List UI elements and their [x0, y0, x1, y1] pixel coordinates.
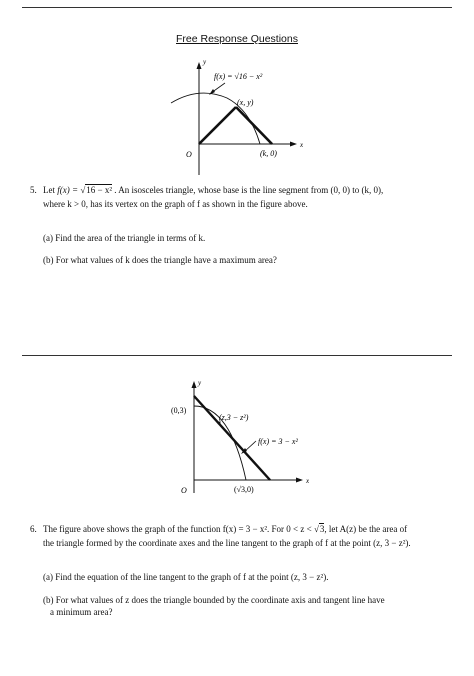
question-5-line-2: where k > 0, has its vertex on the graph of f as shown in the figure above.: [43, 198, 308, 209]
triangle-right-side: [236, 107, 272, 144]
question-5-part-a: (a) Find the area of the triangle in terms of k.: [43, 233, 206, 243]
question-6-line-1: The figure above shows the graph of the function f(x) = 3 − x². For 0 < z < √3, let A(z) be the area of: [43, 524, 408, 534]
y-axis-arrow-icon: [197, 62, 202, 69]
x-axis-label: x: [306, 477, 310, 485]
question-5-part-b: (b) For what values of k does the triangle have a maximum area?: [43, 255, 277, 265]
question-5-line-1: Let f(x) = √16 − x² . An isosceles triangle, whose base is the line segment from (0, 0) to (k, 0),: [43, 185, 384, 195]
origin-label: O: [181, 486, 187, 495]
x-intercept-label: (√3,0): [234, 485, 254, 494]
question-5-number: 5.: [30, 185, 37, 195]
curve-label: f(x) = √16 − x²: [214, 72, 263, 81]
base-point-label: (k, 0): [260, 149, 277, 158]
top-divider: [22, 7, 452, 8]
x-axis-arrow-icon: [296, 478, 303, 483]
curve-label: f(x) = 3 − x²: [258, 437, 298, 446]
question-6-line-2: the triangle formed by the coordinate axes and the line tangent to the graph of f at the point (z, 3 − z²).: [43, 537, 411, 548]
origin-label: O: [186, 150, 192, 159]
question-6-part-b: [43, 594, 448, 618]
question-6-part-a: (a) Find the equation of the line tangent to the graph of f at the point (z, 3 − z²).: [43, 572, 329, 582]
triangle-left-side: [199, 107, 236, 144]
y-axis-label: y: [198, 379, 202, 387]
question-6-part-b-line-1: (b) For what values of z does the triangle bounded by the coordinate axis and tangent line have: [43, 595, 385, 605]
figure-2: [0, 375, 474, 515]
middle-divider: [22, 355, 452, 356]
question-6-part-b-line-2: a minimum area?: [50, 607, 113, 617]
x-axis-label: x: [300, 141, 304, 149]
tangent-point-label: (z,3 − z²): [219, 413, 249, 422]
question-6-number: 6.: [30, 524, 37, 534]
x-axis-arrow-icon: [290, 142, 297, 147]
y-intercept-label: (0,3): [171, 406, 187, 415]
vertex-label: (x, y): [237, 98, 254, 107]
question-5: [30, 184, 448, 211]
y-axis-arrow-icon: [192, 381, 197, 388]
question-6: [30, 523, 448, 550]
page-heading: Free Response Questions: [176, 33, 298, 45]
y-axis-label: y: [203, 58, 207, 66]
